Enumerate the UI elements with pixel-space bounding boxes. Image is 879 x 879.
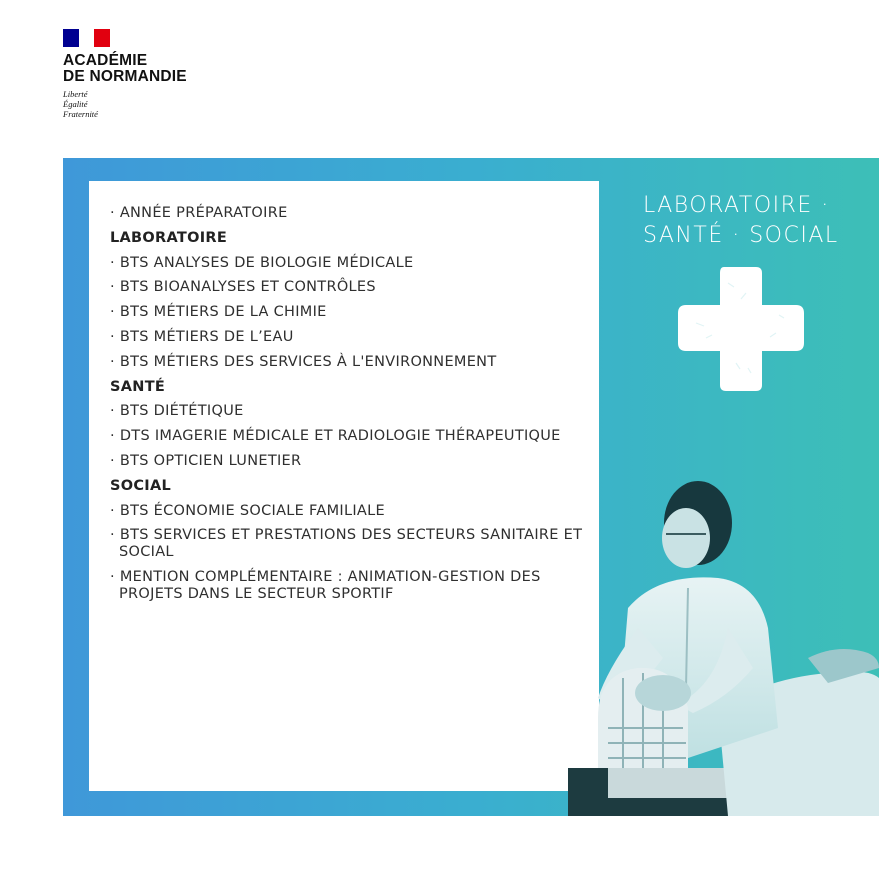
motto-line: Fraternité [63, 109, 98, 119]
academie-logo [63, 29, 187, 119]
program-item: · BTS SERVICES ET PRESTATIONS DES SECTEURS SANITAIRE ET SOCIAL [110, 527, 583, 561]
program-item: · BTS OPTICIEN LUNETIER [110, 452, 302, 469]
motto-line: Égalité [63, 99, 88, 109]
program-item: · BTS DIÉTÉTIQUE [110, 403, 244, 420]
programs-card [89, 181, 599, 791]
republique-flag-icon [63, 29, 110, 47]
banner-title-line-2: SANTÉ · SOCIAL [643, 223, 839, 248]
program-item: · BTS MÉTIERS DE L’EAU [110, 328, 294, 345]
program-item: · BTS ÉCONOMIE SOCIALE FAMILIALE [110, 502, 385, 519]
program-item: · ANNÉE PRÉPARATOIRE [110, 205, 288, 221]
academie-wordmark [63, 53, 187, 85]
logo-line-2: DE NORMANDIE [63, 68, 187, 85]
banner-title-line-1: LABORATOIRE · [643, 193, 830, 218]
motto-line: Liberté [63, 89, 88, 99]
program-item: · BTS MÉTIERS DES SERVICES À L'ENVIRONNEMENT [110, 353, 497, 370]
training-banner [63, 158, 879, 816]
program-item: · BTS MÉTIERS DE LA CHIMIE [110, 304, 327, 321]
programs-list [89, 181, 599, 603]
program-item: · BTS ANALYSES DE BIOLOGIE MÉDICALE [110, 254, 414, 271]
section-heading: LABORATOIRE [110, 229, 228, 246]
program-item: · BTS BIOANALYSES ET CONTRÔLES [110, 279, 376, 296]
flag-red-stripe [94, 29, 110, 47]
flag-blue-stripe [63, 29, 79, 47]
program-item: · DTS IMAGERIE MÉDICALE ET RADIOLOGIE THÉRAPEUTIQUE [110, 428, 561, 445]
logo-line-1: ACADÉMIE [63, 52, 148, 69]
plus-cross-icon [676, 263, 806, 393]
lab-technician-photo [568, 468, 879, 816]
section-heading: SOCIAL [110, 477, 172, 494]
banner-title [643, 191, 839, 251]
section-heading: SANTÉ [110, 378, 166, 395]
program-item: · MENTION COMPLÉMENTAIRE : ANIMATION-GESTION DES PROJETS DANS LE SECTEUR SPORTIF [110, 569, 541, 603]
motto [63, 89, 187, 119]
flag-white-stripe [79, 29, 95, 47]
